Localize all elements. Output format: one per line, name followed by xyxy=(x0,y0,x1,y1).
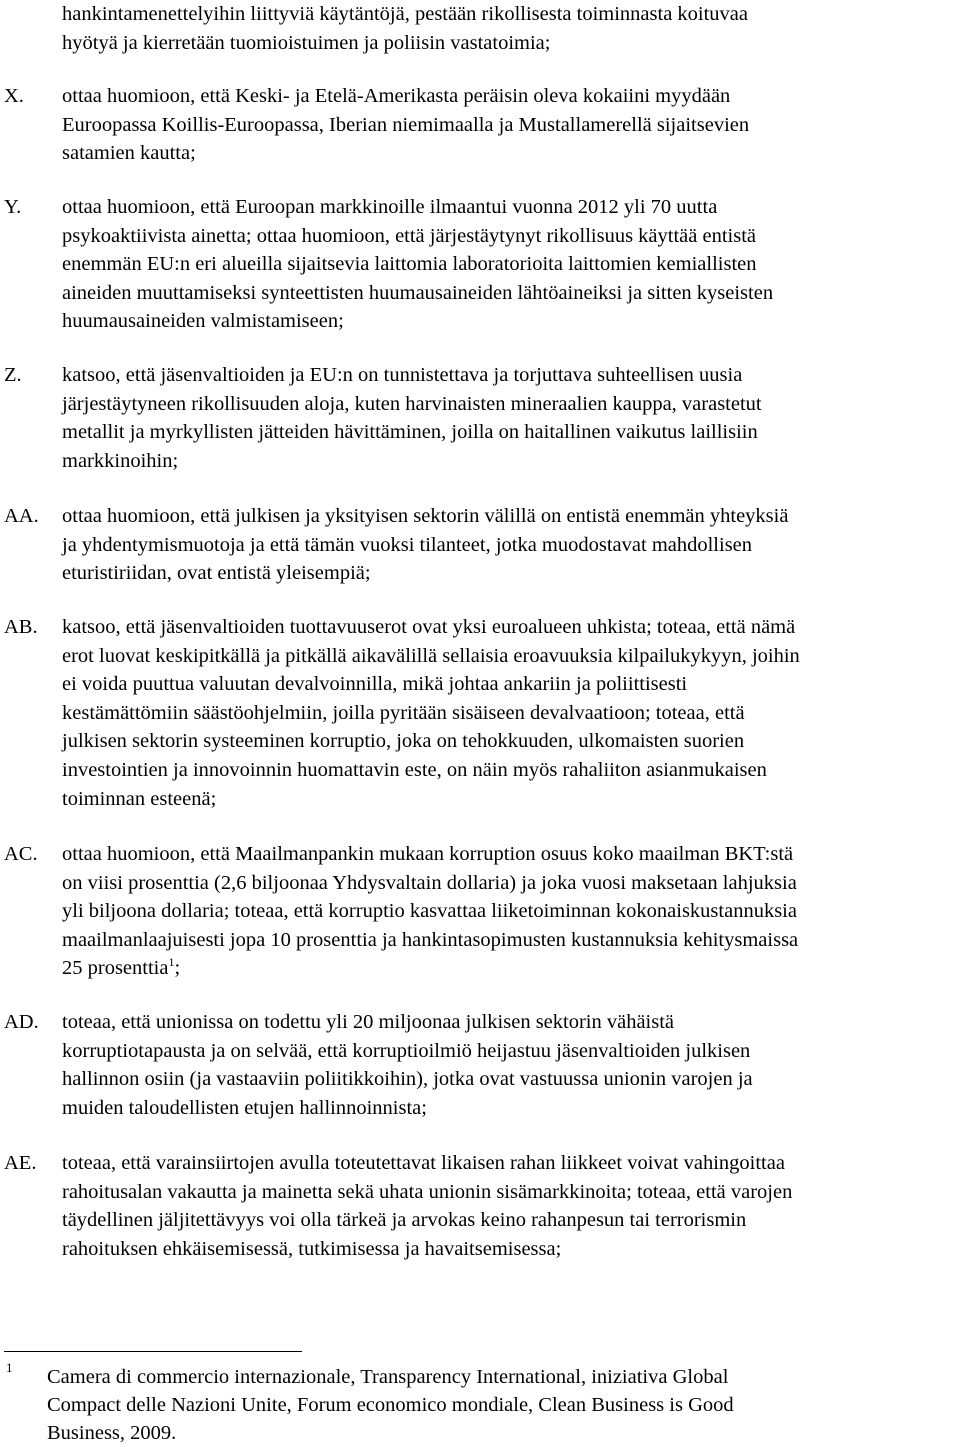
paragraph-x xyxy=(62,82,958,168)
footnote-reference[interactable]: 1 xyxy=(168,955,175,970)
paragraph-label-ae: AE. xyxy=(4,1152,37,1174)
text-line: julkisen sektorin systeeminen korruptio, joka on tehokkuuden, ulkomaisten suorien xyxy=(62,730,745,753)
text-line: investointien ja innovoinnin huomattavin este, on näin myös rahaliiton asianmukaisen xyxy=(62,758,767,781)
text-line: ottaa huomioon, että Maailmanpankin mukaan korruption osuus koko maailman BKT:stä xyxy=(62,843,794,865)
text-line: Euroopassa Koillis-Euroopassa, Iberian niemimaalla ja Mustallamerellä sijaitsevien xyxy=(62,113,750,136)
paragraph-ab xyxy=(62,613,958,813)
text-line: täydellinen jäljitettävyys voi olla tärkeä ja arvokas keino rahanpesun tai terrorismin xyxy=(62,1209,747,1232)
text-line: aineiden muuttamiseksi synteettisten huumausaineiden lähtöaineiksi ja sitten kyseisten xyxy=(62,281,774,304)
text-line: on viisi prosenttia (2,6 biljoonaa Yhdysvaltain dollaria) ja joka vuosi maksetaan lahjuksia xyxy=(62,871,797,894)
text-line: hyötyä ja kierretään tuomioistuimen ja poliisin vastatoimia; xyxy=(62,31,551,54)
text-line: rahoituksen ehkäisemisessä, tutkimisessa ja havaitsemisessa; xyxy=(62,1237,562,1260)
paragraph-z xyxy=(62,361,958,475)
paragraph-ad xyxy=(62,1008,958,1122)
text-line: metallit ja myrkyllisten jätteiden hävittäminen, joilla on haitallinen vaikutus laillisiin xyxy=(62,421,758,444)
text-line: huumausaineiden valmistamiseen; xyxy=(62,310,344,333)
text-line: markkinoihin; xyxy=(62,449,179,472)
footnote-separator xyxy=(4,1351,302,1352)
text-line: katsoo, että jäsenvaltioiden tuottavuuserot ovat yksi euroalueen uhkista; toteaa, että nämä xyxy=(62,616,796,638)
text-line: Compact delle Nazioni Unite, Forum economico mondiale, Clean Business is Good xyxy=(47,1394,734,1416)
text-fragment: 25 prosenttia xyxy=(62,957,169,980)
paragraph-label-ac: AC. xyxy=(4,843,38,865)
text-line: enemmän EU:n eri alueilla sijaitsevia laittomia laboratorioita laittomien kemiallisten xyxy=(62,253,757,276)
text-line: toteaa, että varainsiirtojen avulla toteutettavat likaisen rahan liikkeet voivat vahingoittaa xyxy=(62,1152,785,1174)
text-line: erot luovat keskipitkällä ja pitkällä aikavälillä sellaisia eroavuuksia kilpailukykyyn, joihin xyxy=(62,644,800,667)
text-line: ottaa huomioon, että julkisen ja yksityisen sektorin välillä on entistä enemmän yhteyksiä xyxy=(62,505,789,527)
paragraph-label-z: Z. xyxy=(4,364,22,386)
paragraph-label-x: X. xyxy=(4,85,24,107)
paragraph-label-ad: AD. xyxy=(4,1011,39,1033)
footnote-text xyxy=(47,1363,947,1447)
text-line: järjestäytyneen rikollisuuden aloja, kuten harvinaisten mineraalien kauppa, varastetut xyxy=(62,392,762,415)
text-line: Business, 2009. xyxy=(47,1422,177,1444)
footnote-number: 1 xyxy=(6,1360,13,1375)
text-line: satamien kautta; xyxy=(62,142,196,165)
text-fragment: ; xyxy=(174,957,181,980)
paragraph-label-y: Y. xyxy=(4,196,22,218)
text-line: ja yhdentymismuotoja ja että tämän vuoksi tilanteet, jotka muodostavat mahdollisen xyxy=(62,533,753,556)
text-line: katsoo, että jäsenvaltioiden ja EU:n on tunnistettava ja torjuttava suhteellisen uusia xyxy=(62,364,743,386)
text-line: ottaa huomioon, että Euroopan markkinoille ilmaantui vuonna 2012 yli 70 uutta xyxy=(62,196,718,218)
text-line-with-footnote xyxy=(62,954,958,983)
text-line: muiden taloudellisten etujen hallinnoinnista; xyxy=(62,1096,427,1119)
paragraph-ac xyxy=(62,840,958,983)
text-line: hankintamenettelyihin liittyviä käytäntöjä, pestään rikollisesta toiminnasta koituvaa xyxy=(62,3,749,25)
text-line: rahoitusalan vakautta ja mainetta sekä uhata unionin sisämarkkinoita; toteaa, että varojen xyxy=(62,1180,793,1203)
paragraph-y xyxy=(62,193,958,336)
paragraph-continuation xyxy=(62,0,958,57)
text-line: maailmanlaajuisesti jopa 10 prosenttia ja hankintasopimusten kustannuksia kehitysmaissa xyxy=(62,928,799,951)
text-line: yli biljoona dollaria; toteaa, että korruptio kasvattaa liiketoiminnan kokonaiskustannuksia xyxy=(62,900,797,923)
text-line: psykoaktiivista ainetta; ottaa huomioon, että järjestäytynyt rikollisuus käyttää entistä xyxy=(62,224,756,247)
text-line: kestämättömiin säästöohjelmiin, joilla pyritään sisäiseen devalvaatioon; toteaa, että xyxy=(62,701,745,724)
paragraph-label-aa: AA. xyxy=(4,505,39,527)
paragraph-ae xyxy=(62,1149,958,1263)
text-line: Camera di commercio internazionale, Transparency International, iniziativa Global xyxy=(47,1366,729,1388)
text-line: ei voida puuttua valuutan devalvoinnilla, mikä johtaa ankariin ja poliittisesti xyxy=(62,673,688,696)
paragraph-aa xyxy=(62,502,958,588)
text-line: toteaa, että unionissa on todettu yli 20 miljoonaa julkisen sektorin vähäistä xyxy=(62,1011,675,1033)
paragraph-label-ab: AB. xyxy=(4,616,38,638)
text-line: hallinnon osiin (ja vastaaviin poliitikkoihin), jotka ovat vastuussa unionin varojen ja xyxy=(62,1068,753,1091)
text-line: korruptiotapausta ja on selvää, että korruptioilmiö heijastuu jäsenvaltioiden julkisen xyxy=(62,1039,751,1062)
text-line: eturistiriidan, ovat entistä yleisempiä; xyxy=(62,562,371,585)
text-line: toiminnan esteenä; xyxy=(62,787,217,810)
text-line: ottaa huomioon, että Keski- ja Etelä-Amerikasta peräisin oleva kokaiini myydään xyxy=(62,85,731,107)
